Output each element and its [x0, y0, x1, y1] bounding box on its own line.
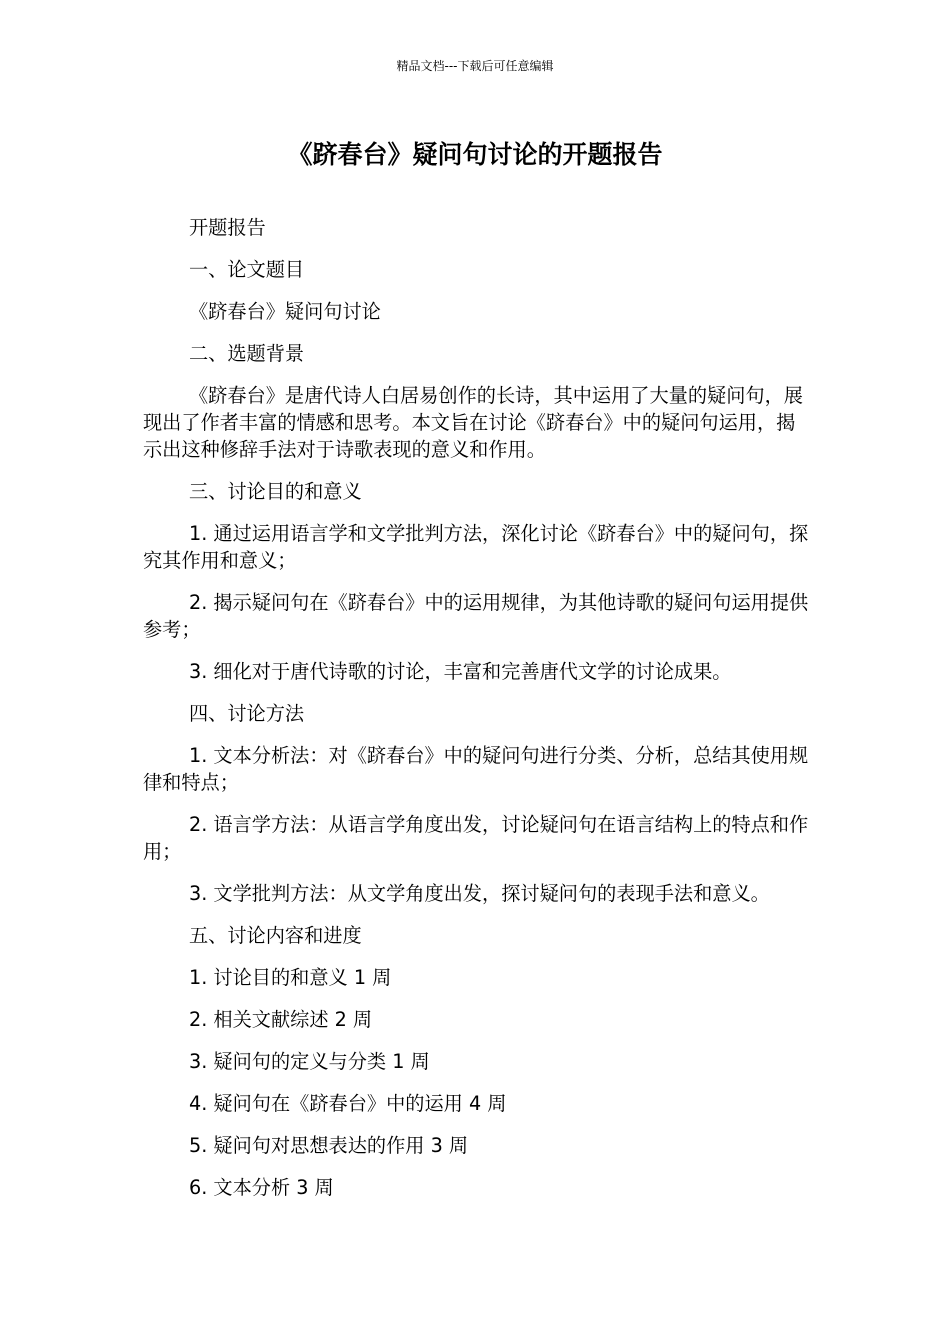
section-heading: 二、选题背景: [189, 342, 305, 365]
section-heading: 五、讨论内容和进度: [189, 924, 362, 947]
header-note: 精品文档---下载后可任意编辑: [396, 59, 554, 73]
list-item: 5. 疑问句对思想表达的作用 3 周: [189, 1134, 469, 1157]
section-heading: 三、讨论目的和意义: [189, 480, 362, 503]
list-item: 4. 疑问句在《跻春台》中的运用 4 周: [189, 1092, 507, 1115]
list-item: 6. 文本分析 3 周: [189, 1176, 334, 1199]
list-item: 1. 文本分析法：对《跻春台》中的疑问句进行分类、分析，总结其使用规律和特点；: [143, 744, 809, 794]
list-item: 2. 相关文献综述 2 周: [189, 1008, 373, 1031]
document-title: 《跻春台》疑问句讨论的开题报告: [287, 140, 663, 169]
list-item: 1. 讨论目的和意义 1 周: [189, 966, 392, 989]
list-item: 3. 疑问句的定义与分类 1 周: [189, 1050, 430, 1073]
paragraph: 开题报告: [189, 216, 266, 239]
list-item: 1. 通过运用语言学和文学批判方法，深化讨论《跻春台》中的疑问句，探究其作用和意义；: [143, 522, 809, 572]
document-body: [143, 214, 813, 1216]
section-heading: 一、论文题目: [189, 258, 305, 281]
list-item: 3. 细化对于唐代诗歌的讨论，丰富和完善唐代文学的讨论成果。: [189, 660, 732, 683]
list-item: 2. 揭示疑问句在《跻春台》中的运用规律，为其他诗歌的疑问句运用提供参考；: [143, 591, 809, 641]
paragraph: 《跻春台》疑问句讨论: [189, 300, 381, 323]
list-item: 2. 语言学方法：从语言学角度出发，讨论疑问句在语言结构上的特点和作用；: [143, 813, 809, 863]
list-item: 3. 文学批判方法：从文学角度出发，探讨疑问句的表现手法和意义。: [189, 882, 770, 905]
section-heading: 四、讨论方法: [189, 702, 305, 725]
paragraph: 《跻春台》是唐代诗人白居易创作的长诗，其中运用了大量的疑问句，展现出了作者丰富的情感和思考。本文旨在讨论《跻春台》中的疑问句运用，揭示出这种修辞手法对于诗歌表现的意义和作用。: [143, 384, 803, 461]
